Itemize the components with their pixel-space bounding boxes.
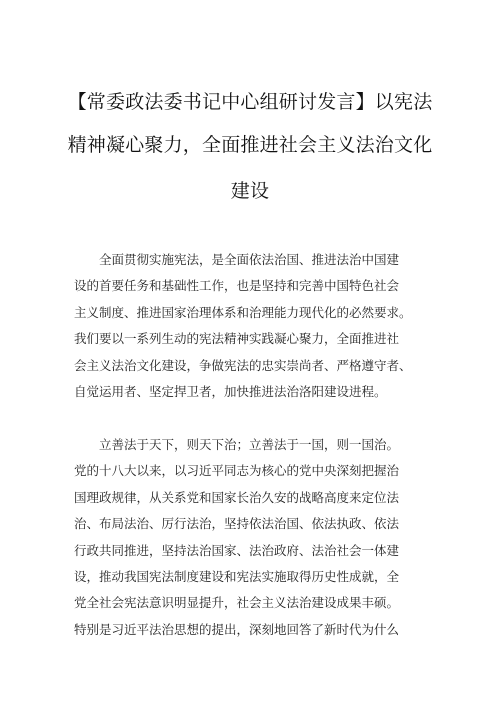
paragraph-line: 治、布局法治、厉行法治，坚持依法治国、依法执政、依法	[74, 516, 400, 532]
paragraph-line: 特别是习近平法治思想的提出，深刻地回答了新时代为什么	[74, 621, 400, 637]
paragraph-line: 行政共同推进，坚持法治国家、法治政府、法治社会一体建	[74, 542, 400, 558]
paragraph-line: 全面贯彻实施宪法，是全面依法治国、推进法治中国建	[99, 252, 400, 267]
paragraph-line: 会主义法治文化建设，争做宪法的忠实崇尚者、严格遵守者、	[74, 357, 412, 373]
document-title-line-1: 【常委政法委书记中心组研讨发言】以宪法	[67, 91, 433, 113]
paragraph-line: 我们要以一系列生动的宪法精神实践凝心聚力，全面推进社	[74, 331, 400, 347]
paragraph-line: 国理政规律，从关系党和国家长治久安的战略高度来定位法	[74, 489, 400, 505]
paragraph-line: 主义制度、推进国家治理体系和治理能力现代化的必然要求。	[74, 304, 412, 320]
document-title-line-2: 精神凝心聚力，全面推进社会主义法治文化	[67, 134, 433, 156]
paragraph-line: 党全社会宪法意识明显提升，社会主义法治建设成果丰硕。	[74, 595, 400, 611]
paragraph-line: 设的首要任务和基础性工作，也是坚持和完善中国特色社会	[74, 278, 400, 294]
paragraph-line: 立善法于天下，则天下治；立善法于一国，则一国治。	[99, 437, 400, 452]
paragraph-line: 自觉运用者、坚定捍卫者，加快推进法治洛阳建设进程。	[74, 383, 387, 399]
document-title-line-3: 建设	[230, 180, 270, 202]
paragraph-2	[74, 432, 434, 643]
paragraph-line: 设，推动我国宪法制度建设和宪法实施取得历史性成就，全	[74, 568, 400, 584]
paragraph-1	[74, 247, 434, 405]
paragraph-line: 党的十八大以来，以习近平同志为核心的党中央深刻把握治	[74, 463, 400, 479]
